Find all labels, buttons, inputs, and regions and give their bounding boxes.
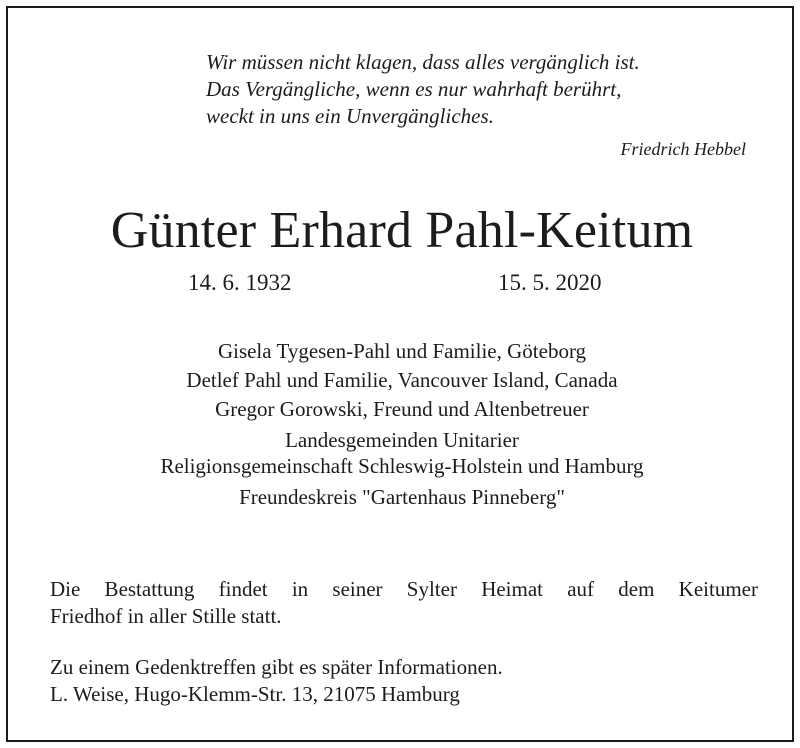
birth-date: 14. 6. 1932 — [188, 270, 292, 295]
quote-line: Wir müssen nicht klagen, dass alles vergänglich ist. — [206, 50, 640, 74]
quote-line: weckt in uns ein Unvergängliches. — [206, 104, 494, 128]
mourner-entry: Landesgemeinden Unitarier — [285, 428, 519, 452]
mourners-list — [8, 337, 796, 512]
memorial-info-line: Zu einem Gedenktreffen gibt es später Informationen. — [50, 655, 503, 679]
memorial-info — [50, 654, 758, 708]
epigraph-quote — [206, 49, 766, 130]
mourner-entry: Detlef Pahl und Familie, Vancouver Island, Canada — [186, 368, 618, 392]
quote-line: Das Vergängliche, wenn es nur wahrhaft berührt, — [206, 77, 622, 101]
funeral-notice-line: Die Bestattung findet in seiner Sylter Heimat auf dem Keitumer — [50, 577, 758, 601]
mourner-entry: Gisela Tygesen-Pahl und Familie, Göteborg — [217, 339, 587, 363]
funeral-notice-line: Friedhof in aller Stille statt. — [50, 604, 282, 628]
funeral-notice — [50, 576, 758, 630]
death-date: 15. 5. 2020 — [498, 270, 602, 295]
quote-author: Friedrich Hebbel — [620, 139, 746, 159]
deceased-name: Günter Erhard Pahl-Keitum — [110, 202, 694, 259]
mourner-entry: Religionsgemeinschaft Schleswig-Holstein und Hamburg — [160, 454, 644, 478]
mourner-entry: Freundeskreis "Gartenhaus Pinneberg" — [239, 485, 565, 509]
obituary-notice — [6, 6, 794, 742]
mourner-entry: Gregor Gorowski, Freund und Altenbetreuer — [215, 397, 589, 421]
contact-address: L. Weise, Hugo-Klemm-Str. 13, 21075 Hamburg — [50, 682, 460, 706]
